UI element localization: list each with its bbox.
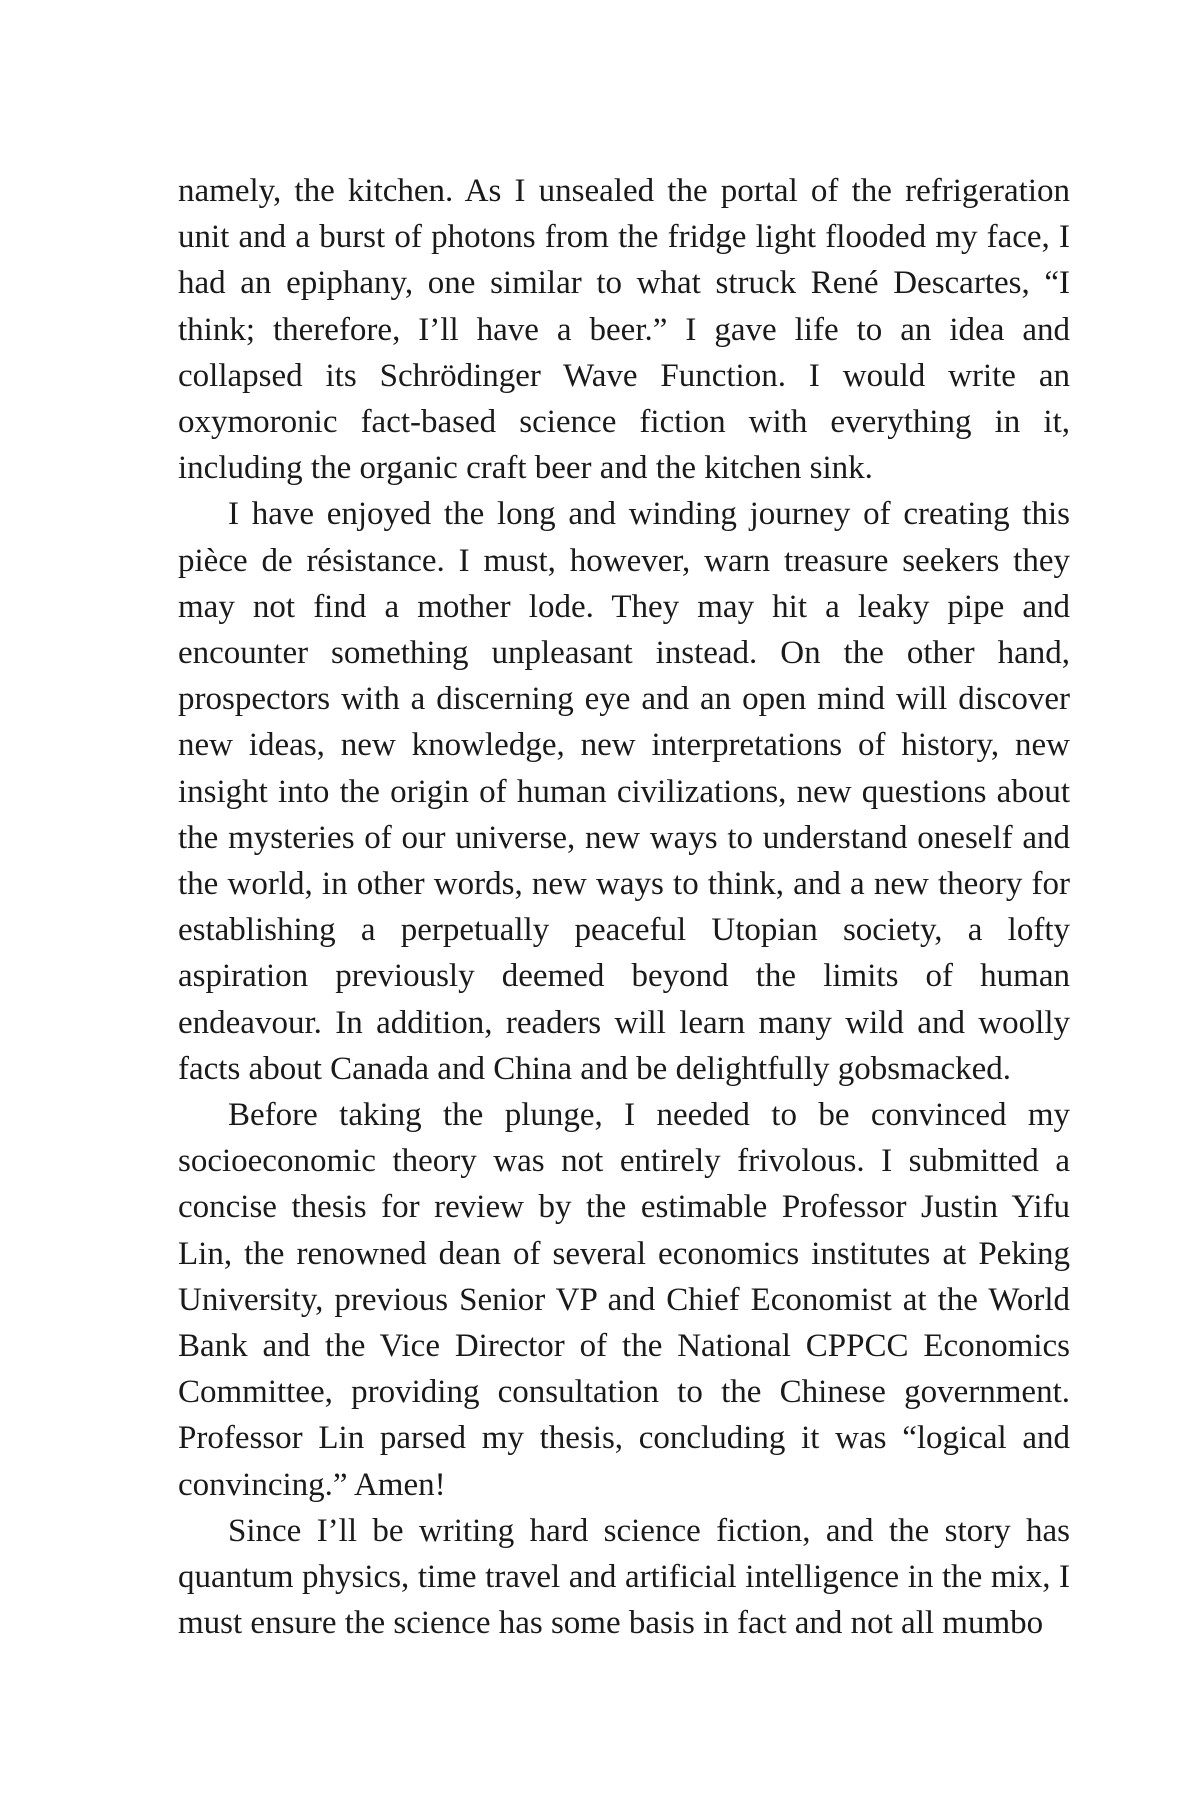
paragraph-thesis-review: Before taking the plunge, I needed to be convinced my socioeconomic theory was not entirely frivolous. I submitted a concise thesis for review by the estimable Professor Justin Yifu Lin, the renowned dean of several economics institutes at Peking University, previous Senior VP and Chief Economist at the World Bank and the Vice Director of the National CPPCC Economics Committee, providing consultation to the Chinese government. Professor Lin parsed my thesis, concluding it was “logical and convincing.” Amen! — [178, 1097, 1070, 1503]
book-page — [178, 168, 1070, 1647]
paragraph-journey: I have enjoyed the long and winding journey of creating this pièce de résistance. I must, however, warn treasure seekers they may not find a mother lode. They may hit a leaky pipe and encounter something unpleasant instead. On the other hand, prospectors with a discerning eye and an open mind will discover new ideas, new knowledge, new interpretations of history, new insight into the origin of human civilizations, new questions about the mysteries of our universe, new ways to understand oneself and the world, in other words, new ways to think, and a new theory for establishing a perpetually peaceful Utopian society, a lofty aspiration previously deemed beyond the limits of human endeavour. In addition, readers will learn many wild and woolly facts about Canada and China and be delightfully gobsmacked. — [178, 496, 1070, 1087]
paragraph-hard-science-fiction: Since I’ll be writing hard science fiction, and the story has quantum physics, time travel and artificial intelligence in the mix, I must ensure the science has some basis in fact and not all mumbo — [178, 1512, 1070, 1642]
paragraph-kitchen-epiphany: namely, the kitchen. As I unsealed the portal of the refrigeration unit and a burst of photons from the fridge light flooded my face, I had an epiphany, one similar to what struck René Descartes, “I think; therefore, I’ll have a beer.” I gave life to an idea and collapsed its Schrödinger Wave Function. I would write an oxymoronic fact-based science fiction with everything in it, including the organic craft beer and the kitchen sink. — [178, 173, 1070, 487]
